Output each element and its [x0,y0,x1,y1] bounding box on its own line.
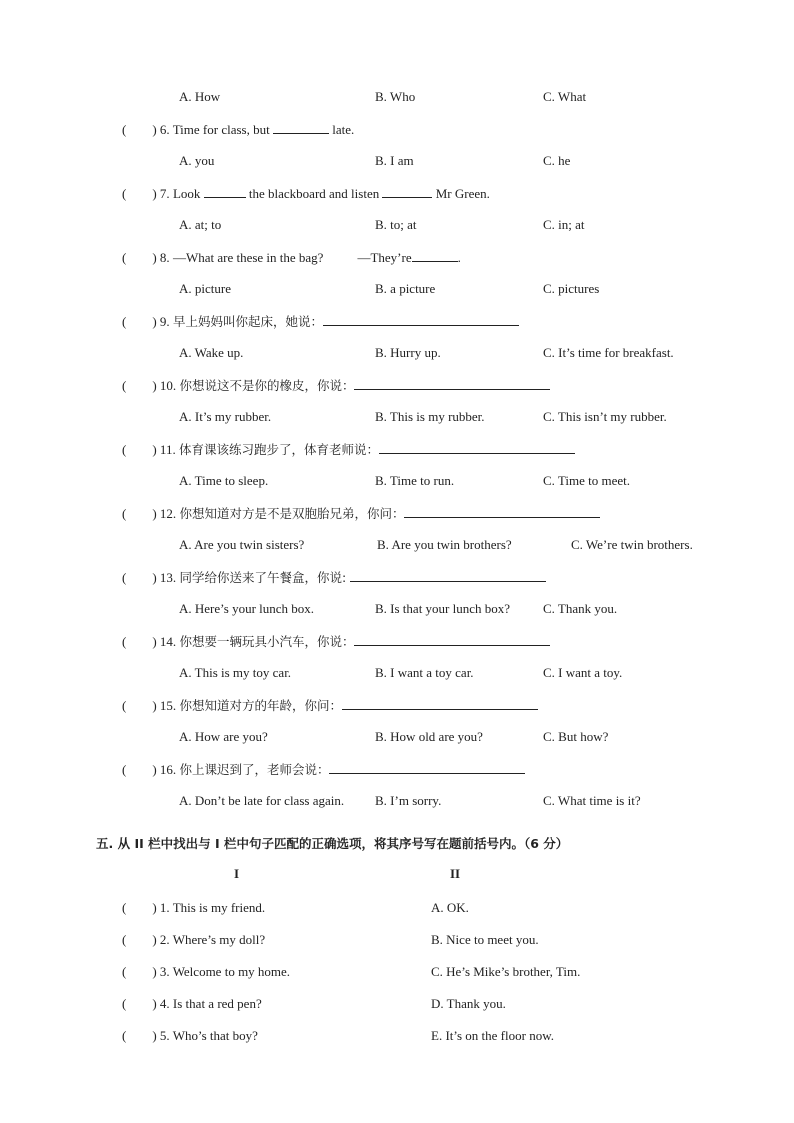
option-c: C. What time is it? [543,793,641,808]
option-a: A. Are you twin sisters? [179,537,305,552]
section-title: 五. 从 II 栏中找出与 I 栏中句子匹配的正确选项，将其序号写在题前括号内。（6 分） [96,836,569,851]
answer-blank[interactable] [350,569,546,582]
option-c: C. But how? [543,729,609,744]
question-number: ) 7. [152,186,170,201]
option-b: B. I want a toy car. [375,665,474,680]
question-8: ( ) 8. —What are these in the bag? —They’re . [122,250,461,265]
question-16: ( ) 16. 你上课迟到了，老师会说： [122,761,525,778]
answer-blank[interactable] [329,761,525,774]
option-a: A. How [179,89,221,104]
question-text: Time for class, but [172,122,273,137]
question-number: ) 12. [152,506,177,521]
question-text: 你想知道对方是不是双胞胎兄弟，你问： [179,506,405,521]
question-6: ( ) 6. Time for class, but late. [122,122,355,137]
question-text: —What are these in the bag? [172,250,324,265]
option-b: B. to; at [375,217,417,232]
column-heading-ii: II [450,866,461,881]
answer-blank[interactable] [273,121,329,134]
question-text: 你想说这不是你的橡皮，你说： [179,378,355,393]
question-text: Mr Green. [432,186,490,201]
match-question: ) 2. Where’s my doll? [152,932,266,947]
question-text: 同学给你送来了午餐盒，你说: [179,570,351,585]
question-12: ( ) 12. 你想知道对方是不是双胞胎兄弟，你问： [122,505,600,522]
answer-blank[interactable] [342,697,538,710]
question-13: ( ) 13. 同学给你送来了午餐盒，你说: [122,569,546,586]
option-c: C. he [543,153,571,168]
match-item-5: ( ) 5. Who’s that boy? [122,1028,258,1043]
match-answer: E. It’s on the floor now. [431,1028,554,1043]
option-b: B. How old are you? [375,729,483,744]
question-text: —They’re [357,250,412,265]
question-11: ( ) 11. 体育课该练习跑步了，体育老师说： [122,441,575,458]
match-answer: C. He’s Mike’s brother, Tim. [431,964,581,979]
match-item-2: ( ) 2. Where’s my doll? [122,932,266,947]
match-answer: B. Nice to meet you. [431,932,539,947]
answer-blank[interactable] [323,313,519,326]
option-c: C. pictures [543,281,600,296]
question-text: Look [172,186,204,201]
question-text: 你想要一辆玩具小汽车，你说： [179,634,355,649]
match-item-1: ( ) 1. This is my friend. [122,900,266,915]
option-c: C. What [543,89,587,104]
option-b: B. Who [375,89,416,104]
answer-blank[interactable] [382,185,432,198]
option-a: A. picture [179,281,231,296]
option-b: B. Time to run. [375,473,455,488]
option-a: A. Here’s your lunch box. [179,601,315,616]
option-a: A. at; to [179,217,222,232]
question-number: ) 13. [152,570,177,585]
option-b: B. Is that your lunch box? [375,601,511,616]
option-c: C. in; at [543,217,585,232]
answer-blank[interactable] [379,441,575,454]
option-b: B. I’m sorry. [375,793,442,808]
question-number: ) 16. [152,762,177,777]
option-c: C. Thank you. [543,601,618,616]
match-item-4: ( ) 4. Is that a red pen? [122,996,262,1011]
question-number: ) 11. [152,442,176,457]
option-c: C. This isn’t my rubber. [543,409,667,424]
question-text: late. [328,122,355,137]
question-text: . [457,250,461,265]
option-c: C. I want a toy. [543,665,623,680]
question-number: ) 9. [152,314,170,329]
option-b: B. Hurry up. [375,345,441,360]
question-text: 早上妈妈叫你起床，她说： [172,314,323,329]
match-question: ) 3. Welcome to my home. [152,964,291,979]
question-number: ) 15. [152,698,177,713]
answer-blank[interactable] [354,377,550,390]
question-number: ) 6. [152,122,170,137]
question-7: ( ) 7. Look the blackboard and listen Mr Green. [122,186,490,201]
option-b: B. This is my rubber. [375,409,485,424]
option-b: B. Are you twin brothers? [377,537,512,552]
option-a: A. This is my toy car. [179,665,292,680]
match-item-3: ( ) 3. Welcome to my home. [122,964,291,979]
match-answer: D. Thank you. [431,996,506,1011]
question-text: 你想知道对方的年龄，你问： [179,698,342,713]
question-number: ) 14. [152,634,177,649]
question-text: the blackboard and listen [245,186,383,201]
match-question: ) 5. Who’s that boy? [152,1028,258,1043]
option-a: A. you [179,153,215,168]
answer-blank[interactable] [412,249,458,262]
question-number: ) 10. [152,378,177,393]
match-question: ) 1. This is my friend. [152,900,266,915]
option-c: C. It’s time for breakfast. [543,345,674,360]
option-b: B. I am [375,153,414,168]
question-text: 你上课迟到了，老师会说： [179,762,330,777]
question-10: ( ) 10. 你想说这不是你的橡皮，你说： [122,377,550,394]
option-b: B. a picture [375,281,436,296]
option-a: A. How are you? [179,729,268,744]
answer-blank[interactable] [404,505,600,518]
option-a: A. Time to sleep. [179,473,269,488]
question-9: ( ) 9. 早上妈妈叫你起床，她说： [122,313,519,330]
question-text: 体育课该练习跑步了，体育老师说： [178,442,379,457]
answer-blank[interactable] [204,185,246,198]
option-c: C. We’re twin brothers. [571,537,693,552]
match-answer: A. OK. [431,900,469,915]
column-heading-i: I [234,866,240,881]
option-c: C. Time to meet. [543,473,631,488]
option-a: A. Don’t be late for class again. [179,793,345,808]
option-a: A. Wake up. [179,345,244,360]
option-a: A. It’s my rubber. [179,409,272,424]
question-number: ) 8. [152,250,170,265]
answer-blank[interactable] [354,633,550,646]
question-15: ( ) 15. 你想知道对方的年龄，你问： [122,697,538,714]
match-question: ) 4. Is that a red pen? [152,996,262,1011]
question-14: ( ) 14. 你想要一辆玩具小汽车，你说： [122,633,550,650]
